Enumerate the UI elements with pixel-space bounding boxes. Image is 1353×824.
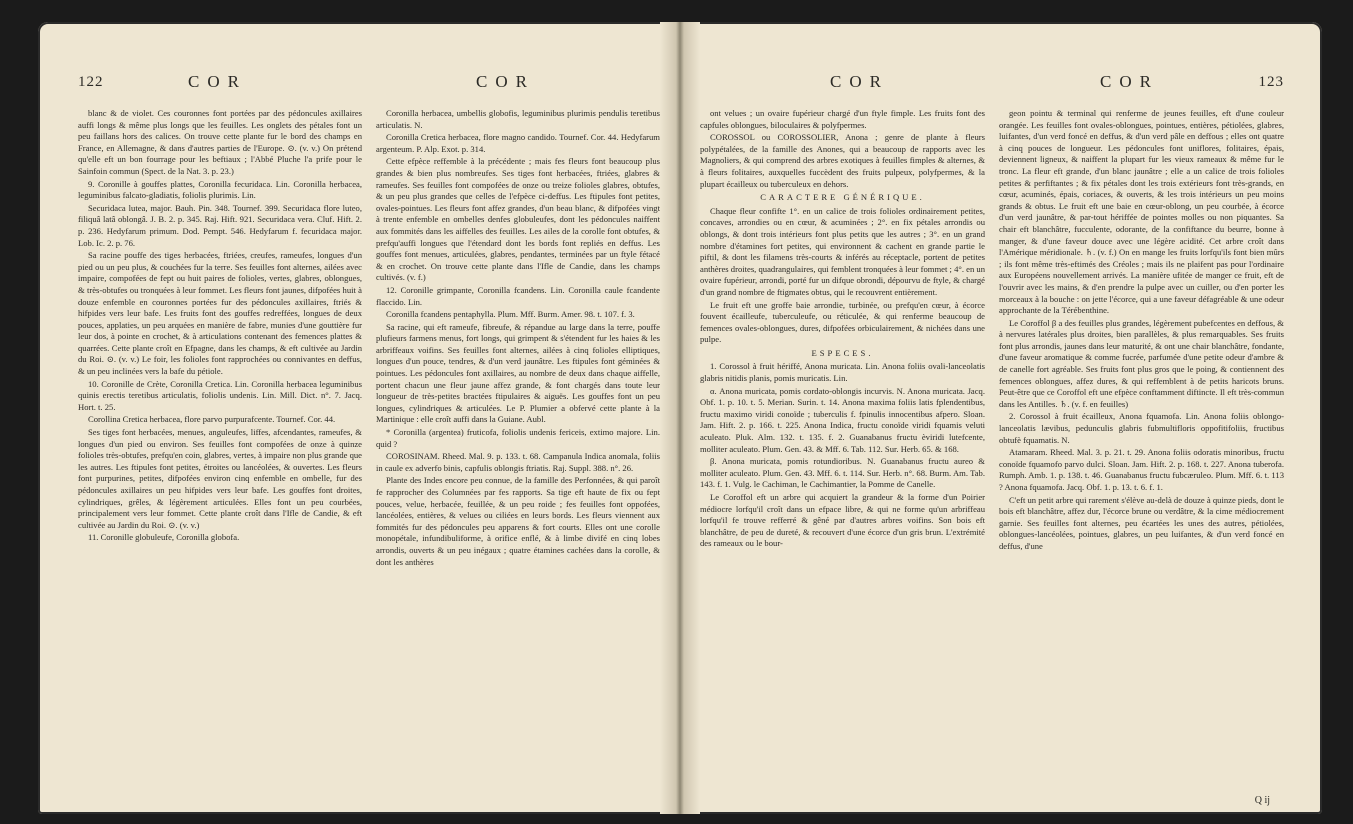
paragraph: Chaque fleur confifte 1°. en un calice de trois folioles ordinairement petites, concaves, arrondies ou en cœur, & acuminées ; 2°. en fix pétales arrondis ou oblongs, & dont trois intérieurs font plus petits que les autres ; 3°. en un grand nombre d'étamines fort petites, qui environnent & cachent en grande partie le piftil, & dont les filamens très-courts & inférés au réceptacle, portent de petites anthères droites, quadrangulaires, qui femblent tronquées à leur fommet ; 4°. en un ovaire fupérieur, arrondi, porté fur un difque obrondi, dépourvu de ftyle, & chargé d'un grand nombre de ftigmates obtus, qui le recouvrent entièrement.: [700, 205, 985, 297]
running-title-left-2: COR: [476, 72, 535, 91]
paragraph: Sa racine, qui eft rameufe, fibreufe, & répandue au large dans la terre, pouffe plufieurs farmens menus, fort longs, qui grimpent & s'étendent fur les haies & les arbriffeaux voifins. Ses feuilles font alternes, ailées à cinq folioles elliptiques, longues d'un pouce, tendres, & d'un verd jaunâtre. Les ftipules font géminées & pointues. Les pédoncules font axillaires, au nombre de deux dans chaque aiffelle, portent chacun une fleur jaune affez grande, & font chargés dans toute leur longueur de très-petites bractées ftipulaires & aiguës. Les gouffes font un peu longues, cylindriques & articulées. Le P. Plumier a obfervé cette plante à la Martinique : elle croît auffi dans la Guiane. Aubl.: [376, 321, 660, 425]
book-gutter: [660, 22, 700, 814]
paragraph: Le Coroffol β a des feuilles plus grandes, légèrement pubefcentes en deffous, & à nervures latérales plus droites, bien parallèles, & plus remarquables. Ses fruits font plus arrondis, jaunes dans leur maturité, & ont une chair blanchâtre, fondante, d'une faveur aromatique & comme fucrée, parfumée d'une petite odeur d'ambre & de canelle fort agréable. Ses fruits font plus gros que le poing, & contiennent des femences oblongues, affez dures, & qui reffemblent à de petits haricots bruns. Peut-être que ce Coroffol eft une efpèce conftamment diftincte. Il eft très-commun dans les Antilles. ♄. (v. f. en feuilles): [999, 317, 1284, 409]
paragraph: geon pointu & terminal qui renferme de jeunes feuilles, eft d'une couleur orangée. Les feuilles font ovales-oblongues, pointues, entières, pétiolées, glabres, luifantes, d'un verd foncé en deffus, & d'un verd pâle en deffous ; elles ont quatre à cinq pouces de longueur. Les pédoncules font uniflores, folitaires, épais, deviennent ligneux, & naiffent la plupart fur les vieux rameaux & même fur le tronc. La fleur eft grande, d'un blanc jaunâtre ; elle a un calice de trois folioles petites & perfiftantes ; & fix pétales dont les trois extérieurs font très-grands, en cœur, acuminés, épais, coriaces, & ouverts, & les trois intérieurs un peu moins grands & obtus. Le fruit eft une baie en cœur-oblong, un peu courbée, à écorce d'un verd jaunâtre, & par-tout hériffée de pointes molles ou non piquantes. Sa chair eft blanchâtre, fucculente, odorante, de la confiftance du beurre, bonne à manger, & d'une faveur douce avec une légère acidité. Cet arbre croît dans l'Amérique méridionale. ♄. (v. f.) On en mange les fruits lorfqu'ils font bien mûrs ; ils font même très-eftimés des Créoles ; mais ils ne plaifent pas pour l'ordinaire aux Européens nouvellement arrivés. La manière ufitée de manger ce fruit, eft de l'ouvrir avec les mains, & d'en prendre la pulpe avec un cuiller, ou d'en porter les morceaux à la bouche : on jette l'écorce, qui a une faveur défagréable & une odeur approchante de la Térébenthine.: [999, 108, 1284, 316]
left-running-head: [78, 30, 660, 91]
paragraph: Le Coroffol eft un arbre qui acquiert la grandeur & la forme d'un Poirier médiocre lorfqu'il croît dans un efpace libre, & qui ne forme qu'un arbriffeau lorfqu'il fe trouve refferré & gêné par d'autres arbres voifins. Son bois eft blanchâtre, de peu de dureté, & recouvert d'une écorce d'un gris brun. L'extrémité des rameaux ou le bour-: [700, 492, 985, 549]
running-title-left-1: COR: [188, 72, 247, 91]
paragraph: Plante des Indes encore peu connue, de la famille des Perfonnées, & qui paroît fe rapprocher des Columnées par fes rapports. Sa tige eft haute de fix ou fept pouces, velue, herbacée, feuillée, & un peu roide ; fes feuilles font oppofées, lancéolées, entières, & velues ou ciliées en leurs bords. Les fleurs viennent aux fommités fur des pédoncules peu apparens & fort courts. Elles ont une corolle monopétale, infundibuliforme, à orifice enflé, & à limbe divifé en cinq lobes arrondis, ouverts & un peu inégaux ; quatre étamines cachées dans la corolle, & dont les anthères: [376, 475, 660, 567]
left-column-2: [376, 108, 660, 802]
paragraph: 2. Corossol à fruit écailleux, Anona fquamofa. Lin. Anona foliis oblongo-lanceolatis lævibus, pedunculis glabris fubmultifloris oppofitifoliis, fructibus obtufè fquamatis. N.: [999, 411, 1284, 445]
paragraph: * Coronilla (argentea) fruticofa, foliolis undenis fericeis, extimo majore. Lin. quid ?: [376, 427, 660, 449]
page-number-left: 122: [78, 74, 104, 90]
paragraph: ont velues ; un ovaire fupérieur chargé d'un ftyle fimple. Les fruits font des capfules oblongues, biloculaires & polyfpermes.: [700, 108, 985, 130]
paragraph: Coronilla herbacea, umbellis globofis, leguminibus plurimis pendulis teretibus articulatis. N.: [376, 108, 660, 130]
paragraph: 1. Corossol à fruit hériffé, Anona muricata. Lin. Anona foliis ovali-lanceolatis glabris nitidis planis, pomis muricatis. Lin.: [700, 361, 985, 384]
paragraph: 9. Coronille à gouffes plattes, Coronilla fecuridaca. Lin. Coronilla herbacea, leguminibus falcato-gladiatis, foliolis plurimis. Lin.: [78, 178, 362, 201]
paragraph: Securidaca lutea, major. Bauh. Pin. 348. Tournef. 399. Securidaca flore luteo, filiquâ latâ oblongâ. J. B. 2. p. 345. Raj. Hift. 921. Securidaca vera. Cluf. Hift. 2. p. 236. Hedyfarum primum. Dod. Pempt. 546. Hedyfarum f. fecuridaca major. Lob. Ic. 2. p. 76.: [78, 202, 362, 248]
left-page: [78, 30, 660, 808]
paragraph: 10. Coronille de Crète, Coronilla Cretica. Lin. Coronilla herbacea leguminibus quinis erectis teretibus articulatis, foliolis undenis. Lin. Mill. Dict. n°. 7. Jacq. Hort. t. 25.: [78, 378, 362, 412]
page-number-right: 123: [1258, 74, 1284, 90]
right-running-head: [700, 30, 1284, 91]
paragraph: Coronilla fcandens pentaphylla. Plum. Mff. Burm. Amer. 98. t. 107. f. 3.: [386, 309, 635, 320]
paragraph: Atamaram. Rheed. Mal. 3. p. 21. t. 29. Anona foliis odoratis minoribus, fructu conoïde fquamofo parvo dulci. Sloan. Jam. Hift. 2. p. 168. t. 227. Anona tuberofa. Rumph. Amb. 1. p. 138. t. 46. Guanabanus fructu fubcæruleo. Plum. Mff. 6. t. 113 ? Anona fquamofa. Jacq. Obf. 1. p. 13. t. 6. f. 1.: [999, 447, 1284, 492]
section-heading: ESPECES.: [811, 347, 874, 358]
paragraph: 12. Coronille grimpante, Coronilla fcandens. Lin. Coronilla caule fcandente flaccido. Lin.: [376, 284, 660, 307]
paragraph: Coronilla Cretica herbacea, flore magno candido. Tournef. Cor. 44. Hedyfarum argenteum. P. Alp. Exot. p. 314.: [376, 132, 660, 154]
paragraph: Ses tiges font herbacées, menues, anguleufes, liffes, afcendantes, rameufes, & longues d'un pied ou environ. Ses feuilles font compofées de onze à quinze folioles très-obtufes, prefqu'en coin, glabres, vertes, à impaire non plus grande que les autres. Les ftipules font petites, étroites ou lancéolées, & ouvertes. Les fleurs font purpurines, petites, difpofées environ cinq enfemble en ombelle, fur des pédoncules axillaires un peu hifpides vers leur bafe. Les gouffes font droites, cylindriques, grêles, & légèrement articulées. Elles font un peu courbées, principalement vers leur fommet. Cette plante croît dans l'Ifle de Candie, & eft cultivée au Jardin du Roi. ⊙. (v. v.): [78, 427, 362, 530]
section-heading: CARACTERE GÉNÉRIQUE.: [760, 192, 925, 203]
book-spread: [38, 22, 1322, 814]
running-title-right-1: COR: [830, 72, 889, 91]
running-title-right-2: COR: [1100, 72, 1159, 91]
paragraph: COROSSOL ou COROSSOLIER, Anona ; genre de plante à fleurs polypétalées, de la famille des Anones, qui a beaucoup de rapports avec les Magnoliers, & qui comprend des arbres exotiques à feuilles fimples & alternes, & à fleurs folitaires, auxquelles fuccèdent des fruits pulpeux, polyfpermes, & la plupart écailleux ou tuberculeux en dehors.: [700, 132, 985, 189]
paragraph: blanc & de violet. Ces couronnes font portées par des pédoncules axillaires auffi longs & même plus longs que les feuilles. Les onglets des pétales font un peu faillans hors des calices. On trouve cette plante fur le bord des champs en France, en Allemagne, & dans d'autres parties de l'Europe. ⊙. (v. v.) On prétend qu'elle eft un bon fourrage pour les beftiaux ; l'Abbé Pluche l'a prife pour le Sainfoin commun (Spect. de la Nat. 3. p. 23.): [78, 108, 362, 176]
left-page-columns: [78, 108, 660, 802]
right-page: [700, 30, 1284, 808]
paragraph: Corollina Cretica herbacea, flore parvo purpurafcente. Tournef. Cor. 44.: [88, 414, 336, 425]
paragraph: C'eft un petit arbre qui rarement s'élève au-delà de douze à quinze pieds, dont le bois eft blanchâtre, affez dur, l'écorce brune ou verdâtre, & la cime médiocrement garnie. Ses feuilles font alternes, peu écartées les unes des autres, pétiolées, oblongues-lancéolées, pointues, glabres, un peu luifantes, & d'un verd foncé en deffus, d'une: [999, 494, 1284, 551]
right-page-columns: [700, 108, 1284, 802]
paragraph: Le fruit eft une groffe baie arrondie, turbinée, ou prefqu'en cœur, à écorce fouvent écailleufe, tuberculeufe, ou réticulée, & qui renferme beaucoup de femences ovales-oblongues, dures, difpofées orbiculairement, & nichées dans une pulpe.: [700, 299, 985, 345]
right-column-2: [999, 108, 1284, 802]
paragraph: β. Anona muricata, pomis rotundioribus. N. Guanabanus fructu aureo & molliter aculeato. Plum. Gen. 43. Mff. 6. t. 114. Sur. Herb. n°. 68. Burm. Am. Tab. 143. f. 1. Vulg. le Cachiman, le Cachimantier, la Pomme de Canelle.: [700, 456, 985, 490]
right-column-1: [700, 108, 985, 802]
left-column-1: [78, 108, 362, 802]
paragraph: 11. Coronille globuleufe, Coronilla globofa.: [88, 532, 240, 543]
paragraph: Sa racine pouffe des tiges herbacées, ftriées, creufes, rameufes, longues d'un pied ou un peu plus, & couchées fur la terre. Ses feuilles font alternes, ailées avec impaire, compofées de fept ou huit paires de folioles, vertes, glabres, oblongues, & très-obtufes ou tronquées à leur fommet. Les fleurs font jaunes, difpofées huit à douze enfemble en couronnes portées fur des pédoncules axillaires, ftriés & hifpides vers leur bafe. Les fruits font des gouffes redreffées, longues de deux pouces, applaties, un peu arquées en manière de fabre, munies d'une gouttière fur leur dos, à pointe en crochet, & à articulations contenant des femences plattes & quarrées. Cette plante croît en Efpagne, dans les champs, & eft cultivée au Jardin du Roi. ⊙. (v. v.) Le foir, les folioles font rapprochées ou connivantes en deffus, & un peu inclinées vers la bafe du pétiole.: [78, 250, 362, 377]
signature-mark: Q ij: [1254, 795, 1270, 806]
paragraph: α. Anona muricata, pomis cordato-oblongis incurvis. N. Anona muricata. Jacq. Obf. 1. p. 10. t. 5. Merian. Surin. t. 14. Anona maxima foliis latis fplendentibus, fructu maximo viridi conoïde ; tuberculis f. fpinulis innocentibus afpero. Sloan. Jam. Hift. 2. p. 166. t. 225. Anona Indica, fructu conoïde viridi fquamis veluti aculeato. Pluk. Alm. 132. t. 135. f. 2. Guanabanus fructu èviridi lutefcente, molliter aculeato. Plum. Gen. 43. & Mff. 6. Tab. 112. Sur. Herb. 65. & 168.: [700, 385, 985, 454]
paragraph: Cette efpèce reffemble à la précédente ; mais fes fleurs font beaucoup plus grandes & bien plus nombreufes. Ses tiges font herbacées, ftriées, glabres & rameufes. Ses feuilles font compofées de onze ou treize folioles glabres, obtufes, & un peu plus grandes que celles de l'efpèce ci-deffus. Les ftipules font petites, ovales-pointues. Les fleurs font affez grandes, d'un beau blanc, & difpofées vingt à trente enfemble en ombelles denfes globuleufes, dont les pédoncules naiffent aux fommités dans les aiffelles des feuilles. Les ailes de la corolle font obtufes, & prefqu'auffi longues que l'étendard dont les bords font repliés en deffus. Les gouffes font menues, articulées, glabres, pendantes, terminées par un ftyle fétacé & en crochet. On trouve cette plante dans l'Ifle de Candie, dans les champs cultivés. (v. f.): [376, 156, 660, 283]
paragraph: COROSINAM. Rheed. Mal. 9. p. 133. t. 68. Campanula Indica anomala, foliis in caule ex adverfo binis, capfulis oblongis ftriatis. Raj. Suppl. 388. n°. 26.: [376, 451, 660, 473]
